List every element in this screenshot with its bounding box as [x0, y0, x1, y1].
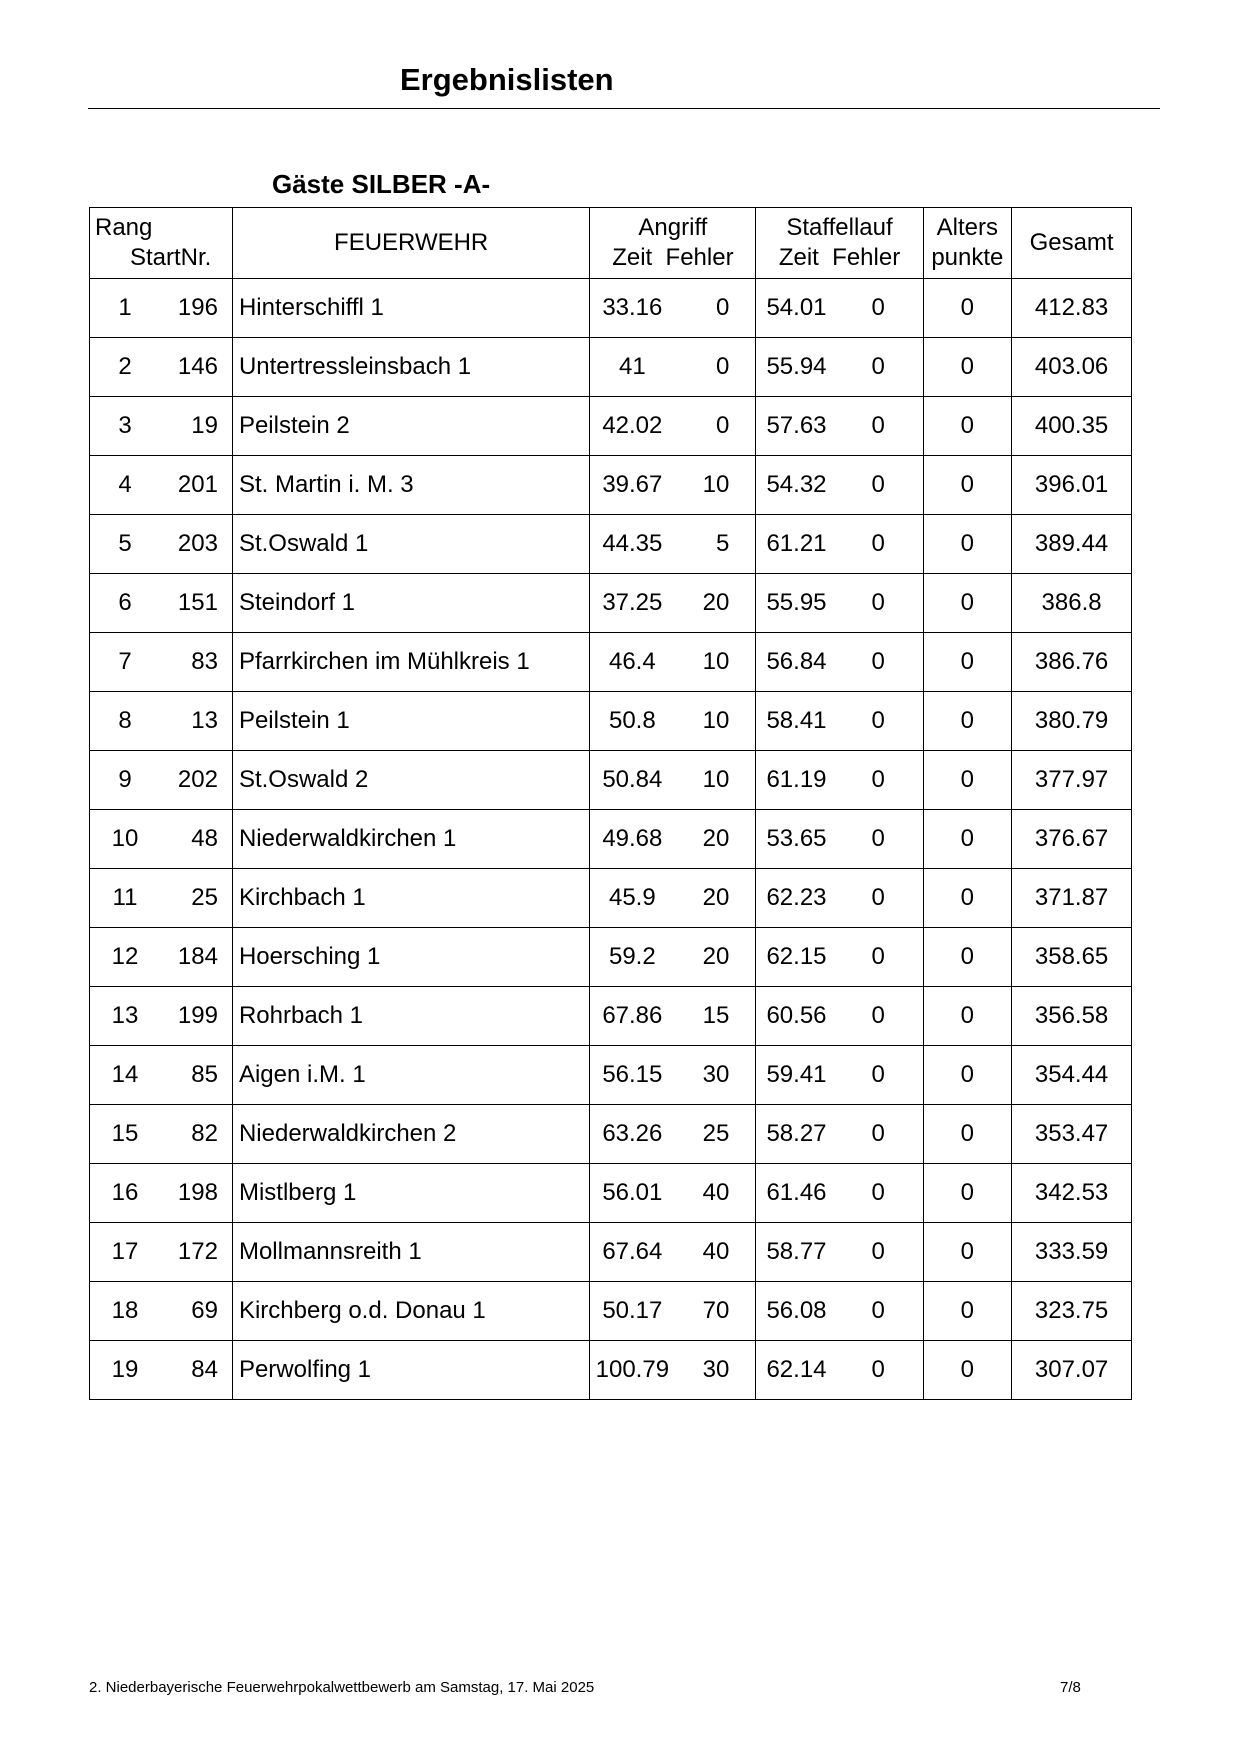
cell-rang-startnr — [90, 1223, 233, 1282]
header-angriff — [590, 208, 756, 279]
cell-staffellauf-zeit: 58.41 — [766, 707, 827, 734]
cell-rang-startnr — [90, 515, 233, 574]
cell-angriff — [590, 338, 756, 397]
cell-alterspunkte: 0 — [923, 279, 1012, 338]
cell-staffellauf-fehler: 0 — [871, 530, 885, 557]
cell-staffellauf — [756, 751, 923, 810]
table-row — [90, 1046, 1132, 1105]
cell-feuerwehr: Peilstein 2 — [232, 397, 589, 456]
cell-staffellauf-fehler: 0 — [871, 294, 885, 321]
cell-angriff — [590, 810, 756, 869]
cell-angriff — [590, 928, 756, 987]
footer-event: 2. Niederbayerische Feuerwehrpokalwettbewerb am Samstag, 17. Mai 2025 — [89, 1679, 595, 1696]
cell-rang: 10 — [111, 825, 139, 852]
cell-staffellauf-zeit: 54.32 — [766, 471, 827, 498]
cell-feuerwehr: Kirchberg o.d. Donau 1 — [232, 1282, 589, 1341]
cell-angriff-fehler: 30 — [702, 1356, 730, 1383]
cell-angriff — [590, 1341, 756, 1400]
cell-angriff-zeit: 59.2 — [608, 943, 656, 970]
cell-feuerwehr: Hoersching 1 — [232, 928, 589, 987]
cell-staffellauf — [756, 1341, 923, 1400]
cell-staffellauf — [756, 515, 923, 574]
cell-staffellauf-zeit: 62.15 — [766, 943, 827, 970]
cell-angriff-fehler: 20 — [702, 884, 730, 911]
cell-angriff-fehler: 10 — [702, 766, 730, 793]
cell-angriff — [590, 279, 756, 338]
cell-rang: 19 — [111, 1356, 139, 1383]
cell-angriff-fehler: 10 — [702, 707, 730, 734]
cell-angriff-zeit: 37.25 — [602, 589, 663, 616]
footer-page-number: 7/8 — [1060, 1679, 1081, 1696]
cell-alterspunkte: 0 — [923, 456, 1012, 515]
cell-angriff-fehler: 0 — [715, 412, 730, 439]
table-row — [90, 515, 1132, 574]
cell-rang: 3 — [118, 412, 132, 439]
cell-staffellauf-fehler: 0 — [871, 1179, 885, 1206]
cell-staffellauf-zeit: 58.77 — [766, 1238, 827, 1265]
cell-angriff-zeit: 46.4 — [608, 648, 656, 675]
cell-staffellauf-zeit: 56.84 — [766, 648, 827, 675]
cell-feuerwehr: Niederwaldkirchen 1 — [232, 810, 589, 869]
cell-alterspunkte: 0 — [923, 338, 1012, 397]
cell-rang-startnr — [90, 692, 233, 751]
cell-rang: 16 — [111, 1179, 139, 1206]
cell-angriff-zeit: 41 — [618, 353, 646, 380]
cell-angriff-zeit: 63.26 — [602, 1120, 663, 1147]
cell-rang: 15 — [111, 1120, 139, 1147]
cell-feuerwehr: Aigen i.M. 1 — [232, 1046, 589, 1105]
header-staffellauf-sub: Zeit Fehler — [778, 244, 901, 271]
cell-angriff-zeit: 49.68 — [602, 825, 663, 852]
cell-rang-startnr — [90, 338, 233, 397]
cell-staffellauf-fehler: 0 — [871, 648, 885, 675]
cell-angriff — [590, 515, 756, 574]
cell-startnr: 25 — [191, 884, 218, 911]
cell-alterspunkte: 0 — [923, 1282, 1012, 1341]
cell-alterspunkte: 0 — [923, 692, 1012, 751]
cell-gesamt: 380.79 — [1012, 692, 1132, 751]
cell-angriff-fehler: 20 — [702, 589, 730, 616]
cell-staffellauf-fehler: 0 — [871, 884, 885, 911]
cell-startnr: 196 — [177, 294, 218, 321]
cell-staffellauf — [756, 633, 923, 692]
cell-rang-startnr — [90, 1164, 233, 1223]
cell-angriff-zeit: 33.16 — [602, 294, 663, 321]
cell-rang-startnr — [90, 987, 233, 1046]
table-row — [90, 692, 1132, 751]
cell-staffellauf — [756, 574, 923, 633]
cell-gesamt: 412.83 — [1012, 279, 1132, 338]
cell-staffellauf-zeit: 55.95 — [766, 589, 827, 616]
results-table — [89, 207, 1132, 1400]
cell-rang: 18 — [111, 1297, 139, 1324]
cell-staffellauf-zeit: 53.65 — [766, 825, 827, 852]
cell-staffellauf-zeit: 59.41 — [766, 1061, 827, 1088]
cell-feuerwehr: St.Oswald 2 — [232, 751, 589, 810]
cell-staffellauf-zeit: 61.46 — [766, 1179, 827, 1206]
page-title: Ergebnislisten — [400, 62, 614, 97]
cell-startnr: 13 — [191, 707, 218, 734]
header-alters-sub: punkte — [931, 244, 1004, 271]
cell-startnr: 84 — [191, 1356, 218, 1383]
cell-alterspunkte: 0 — [923, 574, 1012, 633]
header-rang: Rang — [95, 214, 153, 241]
cell-staffellauf — [756, 338, 923, 397]
cell-angriff-zeit: 56.15 — [602, 1061, 663, 1088]
cell-staffellauf-zeit: 60.56 — [766, 1002, 827, 1029]
title-divider — [88, 108, 1160, 109]
cell-gesamt: 396.01 — [1012, 456, 1132, 515]
cell-rang-startnr — [90, 1046, 233, 1105]
cell-rang: 13 — [111, 1002, 139, 1029]
cell-gesamt: 400.35 — [1012, 397, 1132, 456]
cell-angriff — [590, 1046, 756, 1105]
cell-staffellauf-fehler: 0 — [871, 1238, 885, 1265]
cell-staffellauf-zeit: 56.08 — [766, 1297, 827, 1324]
cell-angriff-fehler: 70 — [702, 1297, 730, 1324]
cell-angriff-fehler: 25 — [702, 1120, 730, 1147]
cell-feuerwehr: Perwolfing 1 — [232, 1341, 589, 1400]
table-row — [90, 987, 1132, 1046]
cell-startnr: 48 — [191, 825, 218, 852]
cell-startnr: 198 — [177, 1179, 218, 1206]
cell-staffellauf — [756, 1223, 923, 1282]
cell-alterspunkte: 0 — [923, 1223, 1012, 1282]
cell-rang-startnr — [90, 456, 233, 515]
cell-angriff-zeit: 39.67 — [602, 471, 663, 498]
header-rang-startnr — [90, 208, 233, 279]
cell-gesamt: 342.53 — [1012, 1164, 1132, 1223]
cell-angriff-fehler: 0 — [715, 353, 730, 380]
cell-rang-startnr — [90, 751, 233, 810]
cell-staffellauf — [756, 1046, 923, 1105]
cell-feuerwehr: Steindorf 1 — [232, 574, 589, 633]
cell-feuerwehr: Mollmannsreith 1 — [232, 1223, 589, 1282]
cell-angriff — [590, 1282, 756, 1341]
cell-staffellauf-zeit: 62.14 — [766, 1356, 827, 1383]
cell-startnr: 82 — [191, 1120, 218, 1147]
cell-staffellauf — [756, 869, 923, 928]
cell-rang: 12 — [111, 943, 139, 970]
cell-feuerwehr: Peilstein 1 — [232, 692, 589, 751]
cell-angriff — [590, 1105, 756, 1164]
cell-staffellauf-fehler: 0 — [871, 1120, 885, 1147]
header-staffellauf — [756, 208, 923, 279]
cell-rang: 2 — [118, 353, 132, 380]
cell-gesamt: 307.07 — [1012, 1341, 1132, 1400]
cell-angriff-fehler: 40 — [702, 1179, 730, 1206]
cell-alterspunkte: 0 — [923, 810, 1012, 869]
cell-angriff-zeit: 44.35 — [602, 530, 663, 557]
cell-startnr: 199 — [177, 1002, 218, 1029]
cell-feuerwehr: Mistlberg 1 — [232, 1164, 589, 1223]
cell-staffellauf-fehler: 0 — [871, 1297, 885, 1324]
cell-startnr: 184 — [177, 943, 218, 970]
cell-angriff — [590, 751, 756, 810]
cell-alterspunkte: 0 — [923, 1105, 1012, 1164]
cell-gesamt: 371.87 — [1012, 869, 1132, 928]
cell-angriff — [590, 397, 756, 456]
cell-staffellauf — [756, 692, 923, 751]
header-angriff-label: Angriff — [638, 214, 708, 241]
cell-angriff — [590, 633, 756, 692]
cell-alterspunkte: 0 — [923, 869, 1012, 928]
cell-rang-startnr — [90, 397, 233, 456]
cell-rang: 17 — [111, 1238, 139, 1265]
cell-staffellauf-fehler: 0 — [871, 1002, 885, 1029]
results-table-header — [90, 208, 1132, 279]
cell-startnr: 85 — [191, 1061, 218, 1088]
section-title: Gäste SILBER -A- — [272, 169, 491, 199]
cell-staffellauf-zeit: 62.23 — [766, 884, 827, 911]
cell-startnr: 83 — [191, 648, 218, 675]
cell-angriff-zeit: 50.84 — [602, 766, 663, 793]
header-startnr: StartNr. — [130, 244, 212, 271]
cell-staffellauf-zeit: 61.21 — [766, 530, 827, 557]
cell-staffellauf-fehler: 0 — [871, 412, 885, 439]
cell-staffellauf-fehler: 0 — [871, 825, 885, 852]
cell-angriff — [590, 987, 756, 1046]
cell-staffellauf — [756, 928, 923, 987]
table-row — [90, 1105, 1132, 1164]
cell-angriff — [590, 692, 756, 751]
cell-gesamt: 389.44 — [1012, 515, 1132, 574]
cell-alterspunkte: 0 — [923, 1341, 1012, 1400]
cell-staffellauf — [756, 1282, 923, 1341]
cell-staffellauf-fehler: 0 — [871, 353, 885, 380]
cell-rang-startnr — [90, 574, 233, 633]
cell-alterspunkte: 0 — [923, 928, 1012, 987]
cell-gesamt: 354.44 — [1012, 1046, 1132, 1105]
results-table-body — [90, 279, 1132, 1400]
cell-staffellauf-fehler: 0 — [871, 1061, 885, 1088]
cell-staffellauf-fehler: 0 — [871, 589, 885, 616]
cell-feuerwehr: Niederwaldkirchen 2 — [232, 1105, 589, 1164]
cell-gesamt: 358.65 — [1012, 928, 1132, 987]
cell-staffellauf-zeit: 55.94 — [766, 353, 827, 380]
header-angriff-sub: Zeit Fehler — [612, 244, 734, 271]
cell-staffellauf-zeit: 58.27 — [766, 1120, 827, 1147]
cell-angriff-zeit: 100.79 — [595, 1356, 670, 1383]
table-row — [90, 338, 1132, 397]
table-row — [90, 456, 1132, 515]
cell-rang: 9 — [118, 766, 132, 793]
cell-angriff-fehler: 5 — [715, 530, 730, 557]
cell-rang-startnr — [90, 810, 233, 869]
cell-angriff-fehler: 15 — [702, 1002, 730, 1029]
cell-angriff-zeit: 67.86 — [602, 1002, 663, 1029]
cell-rang: 5 — [118, 530, 132, 557]
cell-rang-startnr — [90, 1105, 233, 1164]
cell-startnr: 201 — [177, 471, 218, 498]
cell-alterspunkte: 0 — [923, 633, 1012, 692]
cell-feuerwehr: Kirchbach 1 — [232, 869, 589, 928]
cell-angriff-zeit: 45.9 — [608, 884, 656, 911]
cell-startnr: 69 — [191, 1297, 218, 1324]
cell-gesamt: 386.8 — [1012, 574, 1132, 633]
cell-staffellauf — [756, 397, 923, 456]
table-row — [90, 279, 1132, 338]
cell-startnr: 146 — [177, 353, 218, 380]
cell-angriff-zeit: 67.64 — [602, 1238, 663, 1265]
cell-alterspunkte: 0 — [923, 751, 1012, 810]
cell-rang: 8 — [118, 707, 132, 734]
cell-angriff-fehler: 0 — [715, 294, 730, 321]
header-feuerwehr — [232, 208, 589, 279]
header-alterspunkte — [923, 208, 1012, 279]
cell-staffellauf — [756, 279, 923, 338]
cell-rang: 6 — [118, 589, 132, 616]
cell-gesamt: 377.97 — [1012, 751, 1132, 810]
table-row — [90, 869, 1132, 928]
cell-angriff-fehler: 40 — [702, 1238, 730, 1265]
cell-startnr: 151 — [177, 589, 218, 616]
cell-angriff-fehler: 20 — [702, 943, 730, 970]
cell-alterspunkte: 0 — [923, 987, 1012, 1046]
cell-staffellauf-fehler: 0 — [871, 471, 885, 498]
cell-rang: 4 — [118, 471, 132, 498]
cell-staffellauf — [756, 810, 923, 869]
cell-feuerwehr: St. Martin i. M. 3 — [232, 456, 589, 515]
cell-staffellauf-fehler: 0 — [871, 943, 885, 970]
cell-feuerwehr: Hinterschiffl 1 — [232, 279, 589, 338]
table-row — [90, 1282, 1132, 1341]
cell-rang: 7 — [118, 648, 132, 675]
cell-rang-startnr — [90, 279, 233, 338]
cell-angriff — [590, 869, 756, 928]
cell-feuerwehr: Rohrbach 1 — [232, 987, 589, 1046]
cell-gesamt: 403.06 — [1012, 338, 1132, 397]
cell-feuerwehr: St.Oswald 1 — [232, 515, 589, 574]
cell-staffellauf-fehler: 0 — [871, 707, 885, 734]
cell-feuerwehr: Untertressleinsbach 1 — [232, 338, 589, 397]
table-row — [90, 1223, 1132, 1282]
table-row — [90, 1341, 1132, 1400]
cell-staffellauf — [756, 456, 923, 515]
cell-angriff-fehler: 30 — [702, 1061, 730, 1088]
table-row — [90, 1164, 1132, 1223]
cell-angriff — [590, 1223, 756, 1282]
table-row — [90, 633, 1132, 692]
cell-alterspunkte: 0 — [923, 515, 1012, 574]
table-row — [90, 574, 1132, 633]
cell-angriff-zeit: 56.01 — [602, 1179, 663, 1206]
cell-angriff-fehler: 10 — [702, 648, 730, 675]
table-row — [90, 928, 1132, 987]
cell-gesamt: 356.58 — [1012, 987, 1132, 1046]
cell-startnr: 202 — [177, 766, 218, 793]
cell-gesamt: 376.67 — [1012, 810, 1132, 869]
cell-staffellauf-zeit: 57.63 — [766, 412, 827, 439]
cell-staffellauf — [756, 987, 923, 1046]
cell-angriff — [590, 456, 756, 515]
header-feuerwehr-label: FEUERWEHR — [334, 229, 489, 256]
cell-angriff-zeit: 42.02 — [602, 412, 663, 439]
header-gesamt — [1012, 208, 1132, 279]
cell-alterspunkte: 0 — [923, 1046, 1012, 1105]
cell-rang-startnr — [90, 869, 233, 928]
cell-angriff-fehler: 10 — [702, 471, 730, 498]
cell-angriff — [590, 574, 756, 633]
cell-angriff-fehler: 20 — [702, 825, 730, 852]
cell-staffellauf — [756, 1164, 923, 1223]
cell-gesamt: 386.76 — [1012, 633, 1132, 692]
cell-gesamt: 323.75 — [1012, 1282, 1132, 1341]
cell-rang: 1 — [118, 294, 132, 321]
cell-staffellauf-fehler: 0 — [871, 766, 885, 793]
cell-staffellauf-fehler: 0 — [871, 1356, 885, 1383]
cell-angriff-zeit: 50.17 — [602, 1297, 663, 1324]
cell-rang-startnr — [90, 1341, 233, 1400]
cell-angriff — [590, 1164, 756, 1223]
cell-gesamt: 333.59 — [1012, 1223, 1132, 1282]
header-staffellauf-label: Staffellauf — [786, 214, 893, 241]
cell-rang-startnr — [90, 928, 233, 987]
cell-alterspunkte: 0 — [923, 1164, 1012, 1223]
cell-startnr: 172 — [177, 1238, 218, 1265]
cell-alterspunkte: 0 — [923, 397, 1012, 456]
header-alters-label: Alters — [936, 214, 999, 241]
cell-staffellauf-zeit: 61.19 — [766, 766, 827, 793]
header-gesamt-label: Gesamt — [1029, 229, 1114, 256]
cell-startnr: 19 — [191, 412, 218, 439]
cell-gesamt: 353.47 — [1012, 1105, 1132, 1164]
table-row — [90, 397, 1132, 456]
cell-startnr: 203 — [177, 530, 218, 557]
cell-staffellauf — [756, 1105, 923, 1164]
cell-rang: 11 — [112, 884, 138, 911]
table-row — [90, 810, 1132, 869]
cell-rang-startnr — [90, 1282, 233, 1341]
cell-feuerwehr: Pfarrkirchen im Mühlkreis 1 — [232, 633, 589, 692]
cell-staffellauf-zeit: 54.01 — [766, 294, 827, 321]
table-row — [90, 751, 1132, 810]
cell-rang-startnr — [90, 633, 233, 692]
cell-angriff-zeit: 50.8 — [608, 707, 656, 734]
cell-rang: 14 — [111, 1061, 139, 1088]
